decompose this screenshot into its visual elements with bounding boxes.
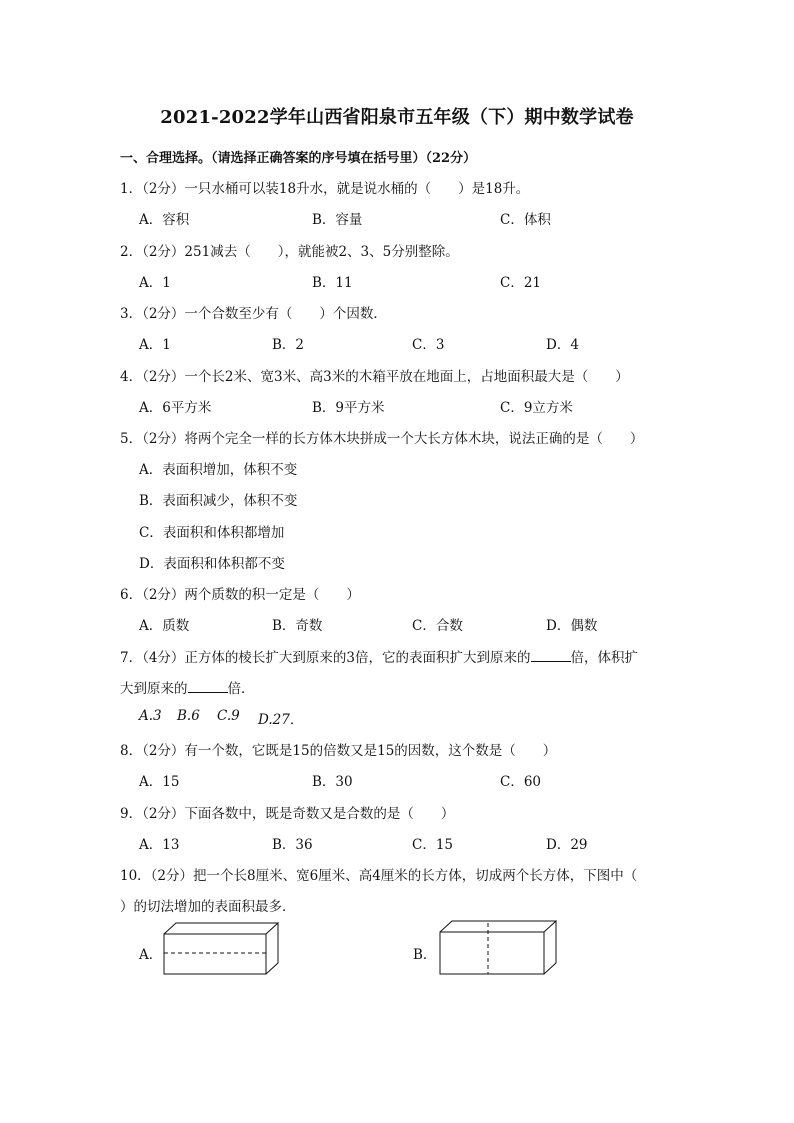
q5-option-b: B．表面积减少，体积不变 — [139, 493, 298, 509]
q6-option-a: A．质数 — [139, 618, 190, 634]
q5-option-d: D．表面积和体积都不变 — [139, 556, 285, 572]
q1-option-c: C．体积 — [500, 212, 551, 228]
question-6: 6．（2分）两个质数的积一定是（ ） — [120, 587, 360, 603]
question-7-line-2 — [120, 677, 255, 697]
q3-option-c: C．3 — [412, 337, 445, 353]
q10-option-a: A． — [139, 947, 163, 963]
q3-option-a: A．1 — [139, 337, 171, 353]
q6-option-c: C．合数 — [412, 618, 463, 634]
q7-text-c: 大到原来的 — [120, 681, 188, 697]
q7-option-a: A.3 — [139, 708, 162, 724]
q7-option-c: C.9 — [217, 708, 240, 724]
q4-option-a: A．6平方米 — [139, 400, 212, 416]
q10-figure-b-vertical-cut — [428, 918, 558, 980]
q2-option-b: B．11 — [312, 275, 353, 291]
question-1: 1．（2分）一只水桶可以装18升水，就是说水桶的（ ）是18升。 — [120, 181, 530, 197]
q1-option-b: B．容量 — [312, 212, 363, 228]
q6-option-d: D．偶数 — [546, 618, 598, 634]
section-heading: 一、合理选择。（请选择正确答案的序号填在括号里）（22分） — [120, 151, 477, 166]
q7-option-b: B.6 — [177, 708, 200, 724]
question-2: 2．（2分）251减去（ ），就能被2、3、5分别整除。 — [120, 244, 459, 260]
q7-blank-1[interactable] — [531, 649, 571, 662]
q6-option-b: B．奇数 — [272, 618, 323, 634]
q9-option-c: C．15 — [412, 837, 454, 853]
q10-option-b: B． — [413, 947, 437, 963]
q4-option-c: C．9立方米 — [500, 400, 573, 416]
q10-figure-a-horizontal-cut — [150, 920, 280, 980]
q3-option-d: D．4 — [546, 337, 579, 353]
q8-option-c: C．60 — [500, 774, 542, 790]
question-5: 5．（2分）将两个完全一样的长方体木块拼成一个大长方体木块，说法正确的是（ ） — [120, 431, 644, 447]
q7-text-b: 倍，体积扩 — [570, 650, 639, 666]
q7-text-a: 7．（4分）正方体的棱长扩大到原来的3倍，它的表面积扩大到原来的 — [120, 650, 531, 666]
question-7-line-1 — [120, 646, 638, 666]
q7-option-d: D.27． — [258, 712, 304, 728]
question-10-line-1: 10．（2分）把一个长8厘米、宽6厘米、高4厘米的长方体，切成两个长方体，下图中（ — [120, 868, 638, 884]
q2-option-c: C．21 — [500, 275, 542, 291]
q4-option-b: B．9平方米 — [312, 400, 385, 416]
q2-option-a: A．1 — [139, 275, 171, 291]
page-title: 2021-2022学年山西省阳泉市五年级（下）期中数学试卷 — [160, 107, 634, 128]
q8-option-b: B．30 — [312, 774, 353, 790]
q9-option-a: A．13 — [139, 837, 180, 853]
question-8: 8．（2分）有一个数，它既是15的倍数又是15的因数，这个数是（ ） — [120, 743, 557, 759]
question-10-line-2: ）的切法增加的表面积最多． — [120, 899, 296, 915]
question-4: 4．（2分）一个长2米、宽3米、高3米的木箱平放在地面上，占地面积最大是（ ） — [120, 369, 629, 385]
q3-option-b: B．2 — [272, 337, 305, 353]
q5-option-a: A．表面积增加，体积不变 — [139, 462, 298, 478]
q8-option-a: A．15 — [139, 774, 180, 790]
question-3: 3．（2分）一个合数至少有（ ）个因数． — [120, 306, 387, 322]
q7-text-d: 倍． — [227, 681, 255, 697]
q1-option-a: A．容积 — [139, 212, 190, 228]
q9-option-d: D．29 — [546, 837, 588, 853]
q9-option-b: B．36 — [272, 837, 313, 853]
question-9: 9．（2分）下面各数中，既是奇数又是合数的是（ ） — [120, 806, 455, 822]
q5-option-c: C．表面积和体积都增加 — [139, 525, 285, 541]
q7-blank-2[interactable] — [188, 680, 228, 693]
